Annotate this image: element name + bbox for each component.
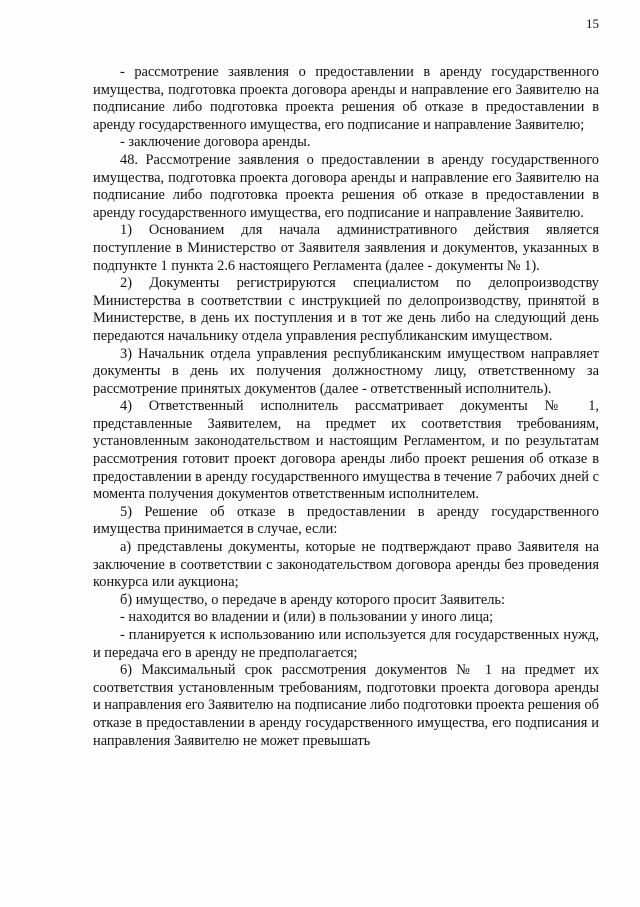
paragraph: б) имущество, о передаче в аренду которого просит Заявитель: xyxy=(120,591,505,608)
paragraph: 6) Максимальный срок рассмотрения документов № 1 на предмет их соответствия установленным требованиям, подготовки проекта договора аренды и направления его Заявителю на подписание либо подготовки проекта решения об отказе в предоставлении в аренду государственного имущества, его подписания и направления Заявителю не может превышать xyxy=(93,662,599,749)
paragraph: а) представлены документы, которые не подтверждают право Заявителя на заключение в соответствии с законодательством договора аренды без проведения конкурса или аукциона; xyxy=(93,539,599,591)
paragraph: - рассмотрение заявления о предоставлении в аренду государственного имущества, подготовка проекта договора аренды и направление его Заявителю на подписание либо подготовка проекта решения об отказе в предоставлении в аренду государственного имущества, его подписание и направление Заявителю; xyxy=(93,64,599,133)
paragraph: 4) Ответственный исполнитель рассматривает документы № 1, представленные Заявителем, на предмет их соответствия требованиям, установленным законодательством и настоящим Регламентом, и по результатам рассмотрения готовит проект договора аренды либо проект решения об отказе в предоставлении в аренду государственного имущества в течение 7 рабочих дней с момента получения документов ответственным исполнителем. xyxy=(93,398,599,503)
paragraph: 2) Документы регистрируются специалистом по делопроизводству Министерства в соответствии с инструкцией по делопроизводству, принятой в Министерстве, в день их поступления и в тот же день либо на следующий день передаются начальнику отдела управления республиканским имуществом. xyxy=(93,275,599,344)
paragraph: 1) Основанием для начала административного действия является поступление в Министерство от Заявителя заявления и документов, указанных в подпункте 1 пункта 2.6 настоящего Регламента (далее - документы № 1). xyxy=(93,222,599,274)
paragraph: - заключение договора аренды. xyxy=(120,134,311,151)
paragraph: - планируется к использованию или используется для государственных нужд, и передача его в аренду не предполагается; xyxy=(93,627,599,661)
document-body xyxy=(93,64,599,750)
page-number: 15 xyxy=(586,16,599,31)
paragraph: 48. Рассмотрение заявления о предоставлении в аренду государственного имущества, подготовка проекта договора аренды и направление его Заявителю на подписание либо подготовка проекта решения об отказе в предоставлении в аренду государственного имущества, его подписание и направление Заявителю. xyxy=(93,151,599,221)
paragraph: 3) Начальник отдела управления республиканским имуществом направляет документы в день их получения должностному лицу, ответственному за рассмотрение принятых документов (далее - ответственный исполнитель). xyxy=(93,345,599,397)
paragraph: - находится во владении и (или) в пользовании у иного лица; xyxy=(120,609,494,626)
paragraph: 5) Решение об отказе в предоставлении в аренду государственного имущества принимается в случае, если: xyxy=(93,503,599,538)
